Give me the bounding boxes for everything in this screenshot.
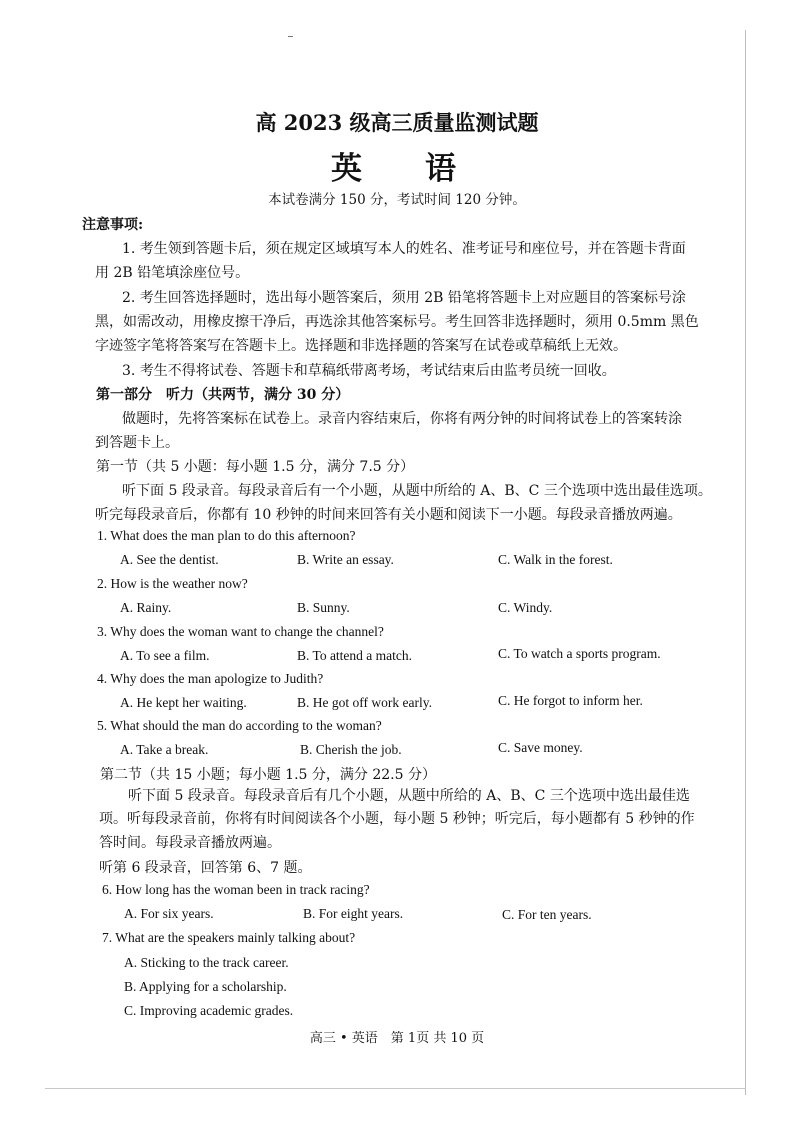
exam-title: 高 2023 级高三质量监测试题	[255, 110, 539, 135]
q2-option-b: B. Sunny.	[297, 600, 350, 615]
q4-option-b: B. He got off work early.	[297, 695, 432, 710]
part1-instr-line2: 到答题卡上。	[95, 435, 179, 451]
notice-item1-line2: 用 2B 铅笔填涂座位号。	[95, 265, 250, 281]
scan-edge-bottom	[45, 1088, 745, 1089]
q7-option-b: B. Applying for a scholarship.	[124, 979, 287, 994]
notice-item1-line1: 1. 考生领到答题卡后，须在规定区域填写本人的姓名、准考证号和座位号，并在答题卡背面	[122, 241, 686, 257]
notice-item2-line1: 2. 考生回答选择题时，选出每小题答案后，须用 2B 铅笔将答题卡上对应题目的答案标号涂	[122, 290, 686, 306]
question-2: 2. How is the weather now?	[97, 576, 248, 591]
q3-option-b: B. To attend a match.	[297, 648, 413, 663]
notice-item2-line3: 字迹签字笔将答案写在答题卡上。选择题和非选择题的答案写在试卷或草稿纸上无效。	[95, 338, 627, 354]
section2-instr-line2: 项。听每段录音前，你将有时间阅读各个小题，每小题 5 秒钟；听完后，每小题都有 5 秒钟的作	[99, 811, 695, 827]
notice-item2-line2: 黑，如需改动，用橡皮擦干净后，再选涂其他答案标号。考生回答非选择题时，须用 0.5mm 黑色	[95, 314, 699, 330]
q6-option-c: C. For ten years.	[502, 907, 592, 922]
q7-option-a: A. Sticking to the track career.	[124, 955, 289, 970]
part1-instr-line1: 做题时，先将答案标在试卷上。录音内容结束后，你将有两分钟的时间将试卷上的答案转涂	[122, 411, 682, 427]
question-7: 7. What are the speakers mainly talking about?	[102, 930, 356, 945]
q5-option-a: A. Take a break.	[120, 742, 209, 757]
q2-option-a: A. Rainy.	[120, 600, 172, 615]
notice-item3-line1: 3. 考生不得将试卷、答题卡和草稿纸带离考场，考试结束后由监考员统一回收。	[122, 363, 616, 379]
q5-option-b: B. Cherish the job.	[300, 742, 402, 757]
q3-option-c: C. To watch a sports program.	[498, 646, 661, 661]
q1-option-a: A. See the dentist.	[120, 552, 219, 567]
notice-heading: 注意事项:	[82, 217, 144, 233]
q5-option-c: C. Save money.	[498, 740, 583, 755]
page-footer: 高三 • 英语 第 1页 共 10 页	[309, 1031, 485, 1046]
q6-option-b: B. For eight years.	[303, 906, 404, 921]
question-1: 1. What does the man plan to do this afternoon?	[97, 528, 356, 543]
q1-option-c: C. Walk in the forest.	[498, 552, 613, 567]
section2-instr-line1: 听下面 5 段录音。每段录音后有几个小题，从题中所给的 A、B、C 三个选项中选出最佳选	[128, 788, 690, 804]
subject-title	[331, 143, 456, 188]
scan-mark	[288, 36, 293, 37]
q7-option-c: C. Improving academic grades.	[124, 1003, 294, 1018]
section1-instr-line1: 听下面 5 段录音。每段录音后有一个小题，从题中所给的 A、B、C 三个选项中选出最佳选项。	[122, 483, 712, 499]
q4-option-a: A. He kept her waiting.	[120, 695, 247, 710]
section1-heading: 第一节（共 5 小题：每小题 1.5 分，满分 7.5 分）	[96, 459, 415, 475]
q4-option-c: C. He forgot to inform her.	[498, 693, 643, 708]
q3-option-a: A. To see a film.	[120, 648, 210, 663]
subject-char-2: 语	[425, 151, 456, 187]
q6-option-a: A. For six years.	[124, 906, 214, 921]
subject-char-1: 英	[331, 151, 362, 187]
question-4: 4. Why does the man apologize to Judith?	[97, 671, 324, 686]
part1-heading: 第一部分 听力（共两节，满分 30 分）	[96, 387, 350, 403]
question-5: 5. What should the man do according to the woman?	[97, 718, 382, 733]
section1-instr-line2: 听完每段录音后，你都有 10 秒钟的时间来回答有关小题和阅读下一小题。每段录音播放两遍。	[95, 507, 682, 523]
section2-heading: 第二节（共 15 小题；每小题 1.5 分，满分 22.5 分）	[100, 767, 436, 783]
question-3: 3. Why does the woman want to change the channel?	[97, 624, 384, 639]
exam-info: 本试卷满分 150 分，考试时间 120 分钟。	[268, 192, 526, 208]
q1-option-b: B. Write an essay.	[297, 552, 394, 567]
question-6: 6. How long has the woman been in track racing?	[102, 882, 370, 897]
section2-instr-line3: 答时间。每段录音播放两遍。	[99, 835, 281, 851]
audio6-instruction: 听第 6 段录音，回答第 6、7 题。	[99, 860, 312, 876]
q2-option-c: C. Windy.	[498, 600, 553, 615]
